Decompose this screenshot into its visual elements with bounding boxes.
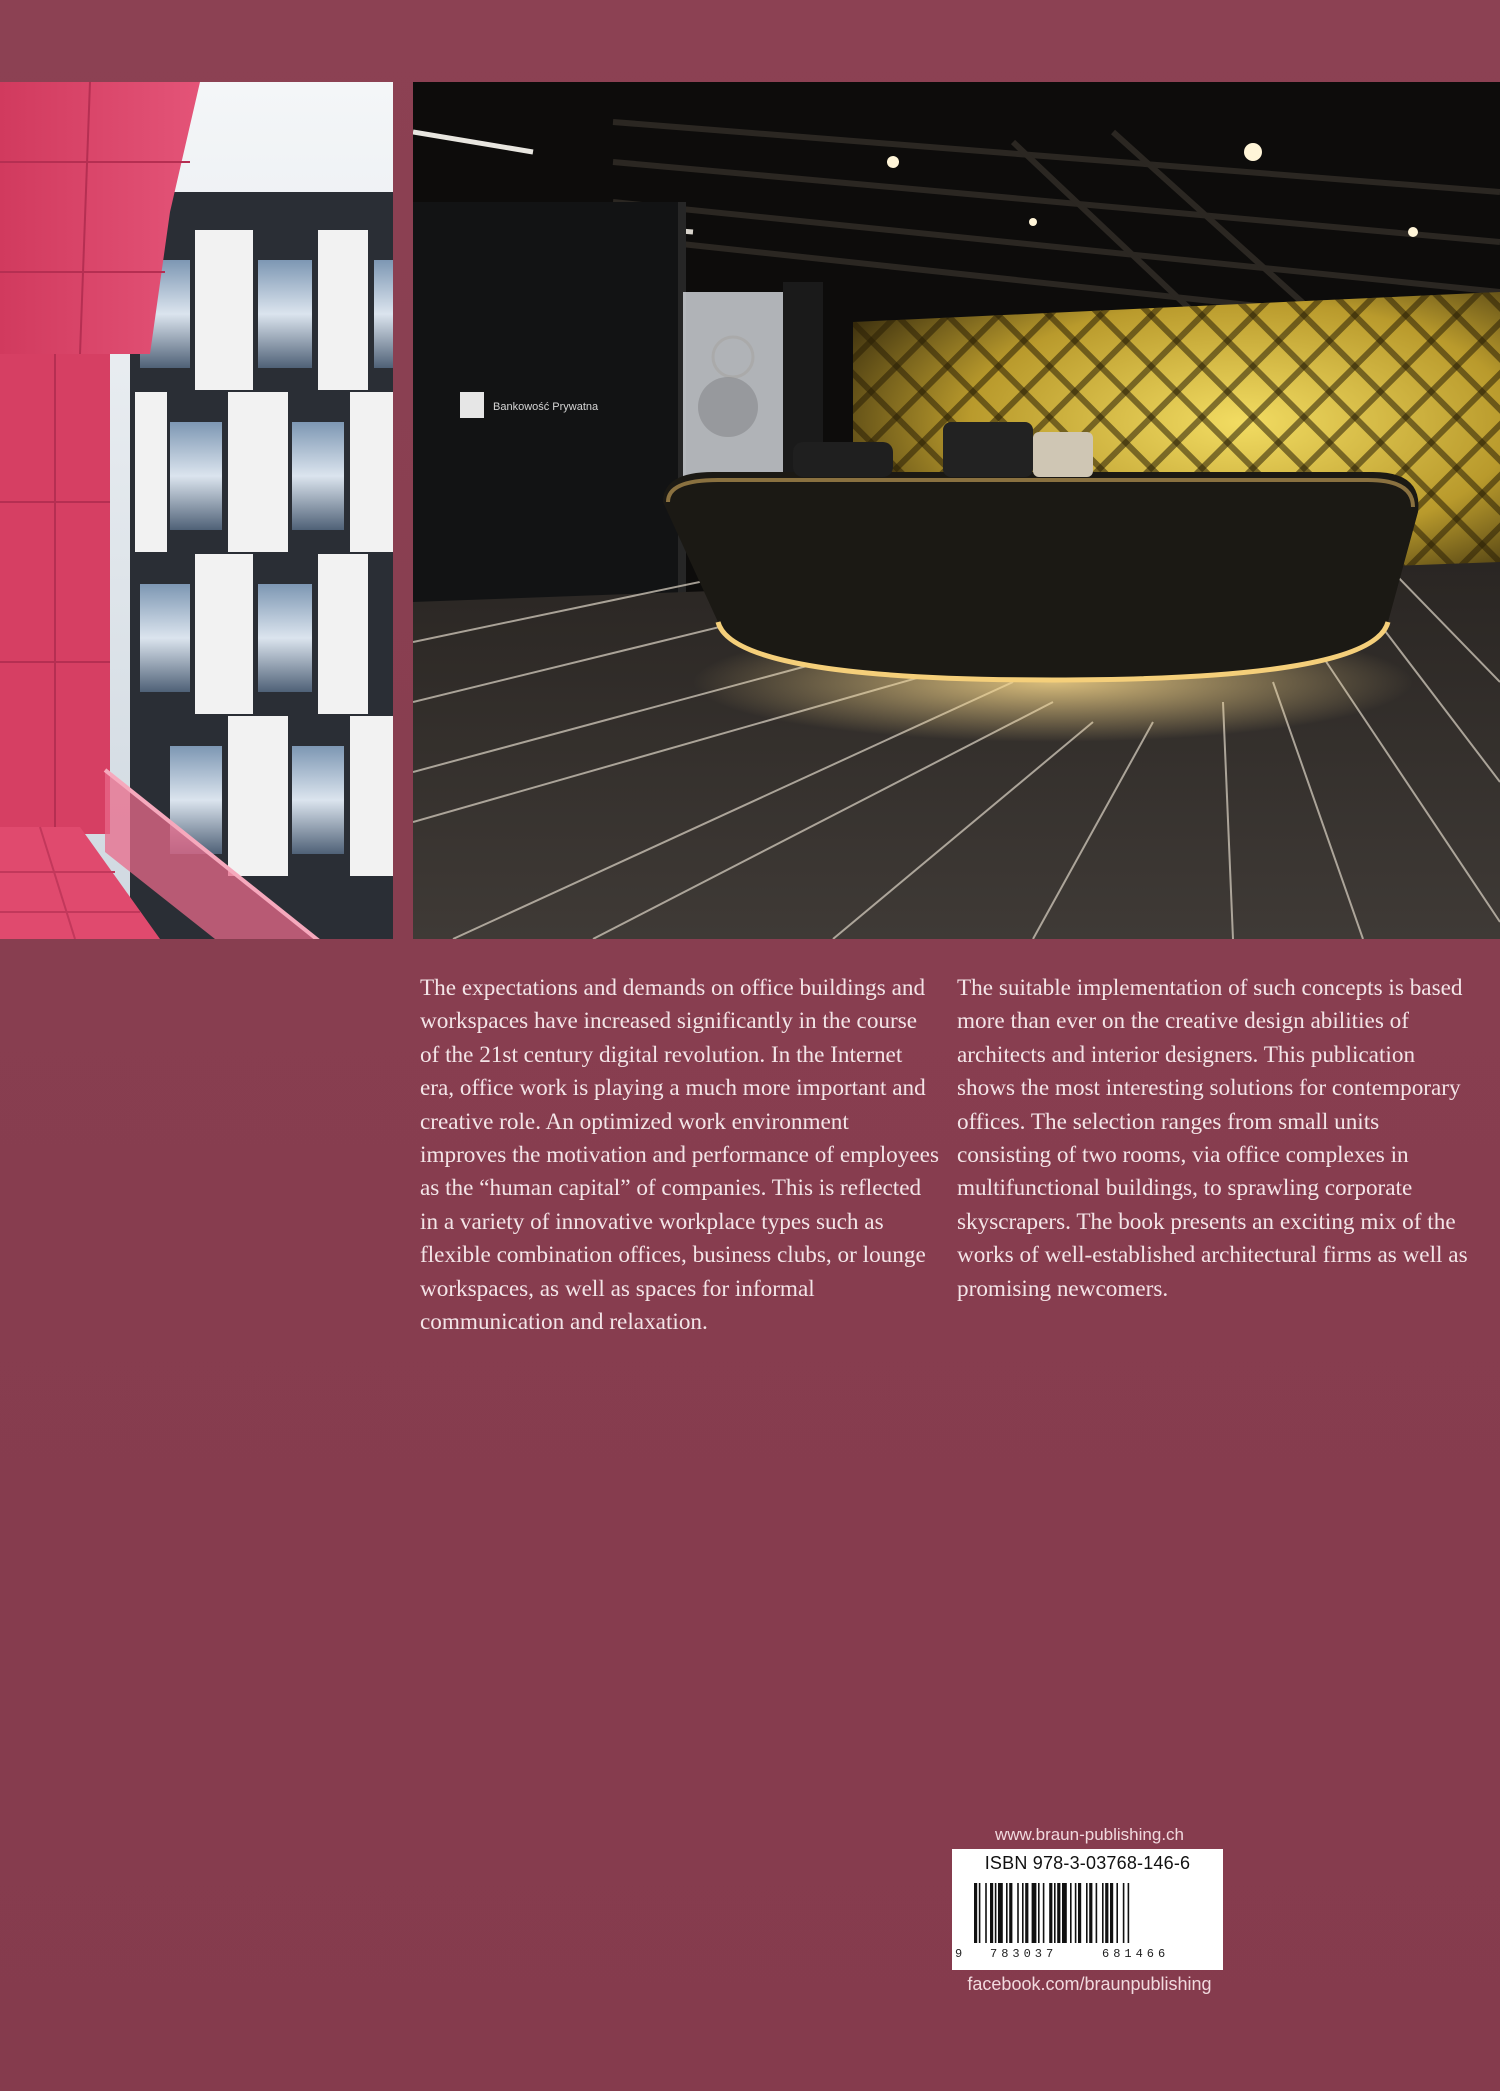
barcode-bar — [1032, 1883, 1037, 1943]
barcode-bar — [1049, 1883, 1052, 1943]
facebook-url[interactable]: facebook.com/braunpublishing — [967, 1974, 1212, 1994]
barcode-bar — [1089, 1883, 1092, 1943]
barcode-bar — [1022, 1883, 1024, 1943]
description-paragraph-1: The expectations and demands on office buildings and workspaces have increased significantly in the course of the 21st century digital revolution. In the Internet era, office work is playing a much more important and creative role. An optimized work environment improves the motivation and performance of employees as the “human capital” of companies. This is reflected in a variety of innovative workplace types such as flexible combination offices, business clubs, or lounge workspaces, as well as spaces for informal communication and relaxation. — [420, 975, 939, 1336]
barcode-lead-digit: 9 — [955, 1947, 963, 1961]
barcode-bar — [1123, 1883, 1125, 1943]
barcode-bar — [1086, 1883, 1088, 1943]
barcode-bar — [1096, 1883, 1098, 1943]
lobby-photo — [413, 82, 1500, 939]
barcode-bar — [985, 1883, 987, 1943]
barcode-bar — [1116, 1883, 1118, 1943]
barcode-bar — [1110, 1883, 1113, 1943]
barcode-bar — [1006, 1883, 1008, 1943]
barcode-bar — [1078, 1883, 1081, 1943]
barcode-bars — [962, 1883, 1213, 1945]
barcode-bar — [1105, 1883, 1108, 1943]
barcode-bar — [995, 1883, 997, 1943]
barcode-bar — [974, 1883, 977, 1943]
barcode-digits-right: 681466 — [1102, 1947, 1170, 1961]
barcode-bar — [1057, 1883, 1060, 1943]
barcode-bar — [990, 1883, 993, 1943]
barcode-bar — [998, 1883, 1003, 1943]
barcode-bar — [979, 1883, 981, 1943]
description-paragraph-2: The suitable implementation of such concepts is based more than ever on the creative design abilities of architects and interior designers. This publication shows the most interesting solutions for contemporary offices. The selection ranges from small units consisting of two rooms, via office complexes in multifunctional buildings, to sprawling corporate skyscrapers. The book presents an exciting mix of the works of well-established architectural firms as well as promising newcomers. — [957, 975, 1468, 1302]
barcode-bar — [1102, 1883, 1104, 1943]
barcode-bar — [1043, 1883, 1045, 1943]
isbn-number: ISBN 978-3-03768-146-6 — [984, 1853, 1191, 1873]
barcode-bar — [1025, 1883, 1028, 1943]
description-column-1 — [420, 972, 940, 1339]
barcode-bar — [1070, 1883, 1072, 1943]
barcode-bar — [1009, 1883, 1012, 1943]
barcode-bar — [1128, 1883, 1130, 1943]
facade-photo — [0, 82, 393, 939]
barcode-bar — [1075, 1883, 1077, 1943]
publisher-url[interactable]: www.braun-publishing.ch — [995, 1825, 1184, 1844]
barcode-bar — [1062, 1883, 1067, 1943]
description-column-2 — [957, 972, 1477, 1306]
lobby-sign: Bankowość Prywatna — [493, 401, 599, 413]
barcode-bar — [1017, 1883, 1019, 1943]
barcode-digits-left: 783037 — [990, 1947, 1058, 1961]
barcode-label — [952, 1849, 1223, 1970]
barcode-block — [952, 1823, 1227, 1996]
barcode-bar — [1038, 1883, 1040, 1943]
barcode-bar — [1054, 1883, 1056, 1943]
